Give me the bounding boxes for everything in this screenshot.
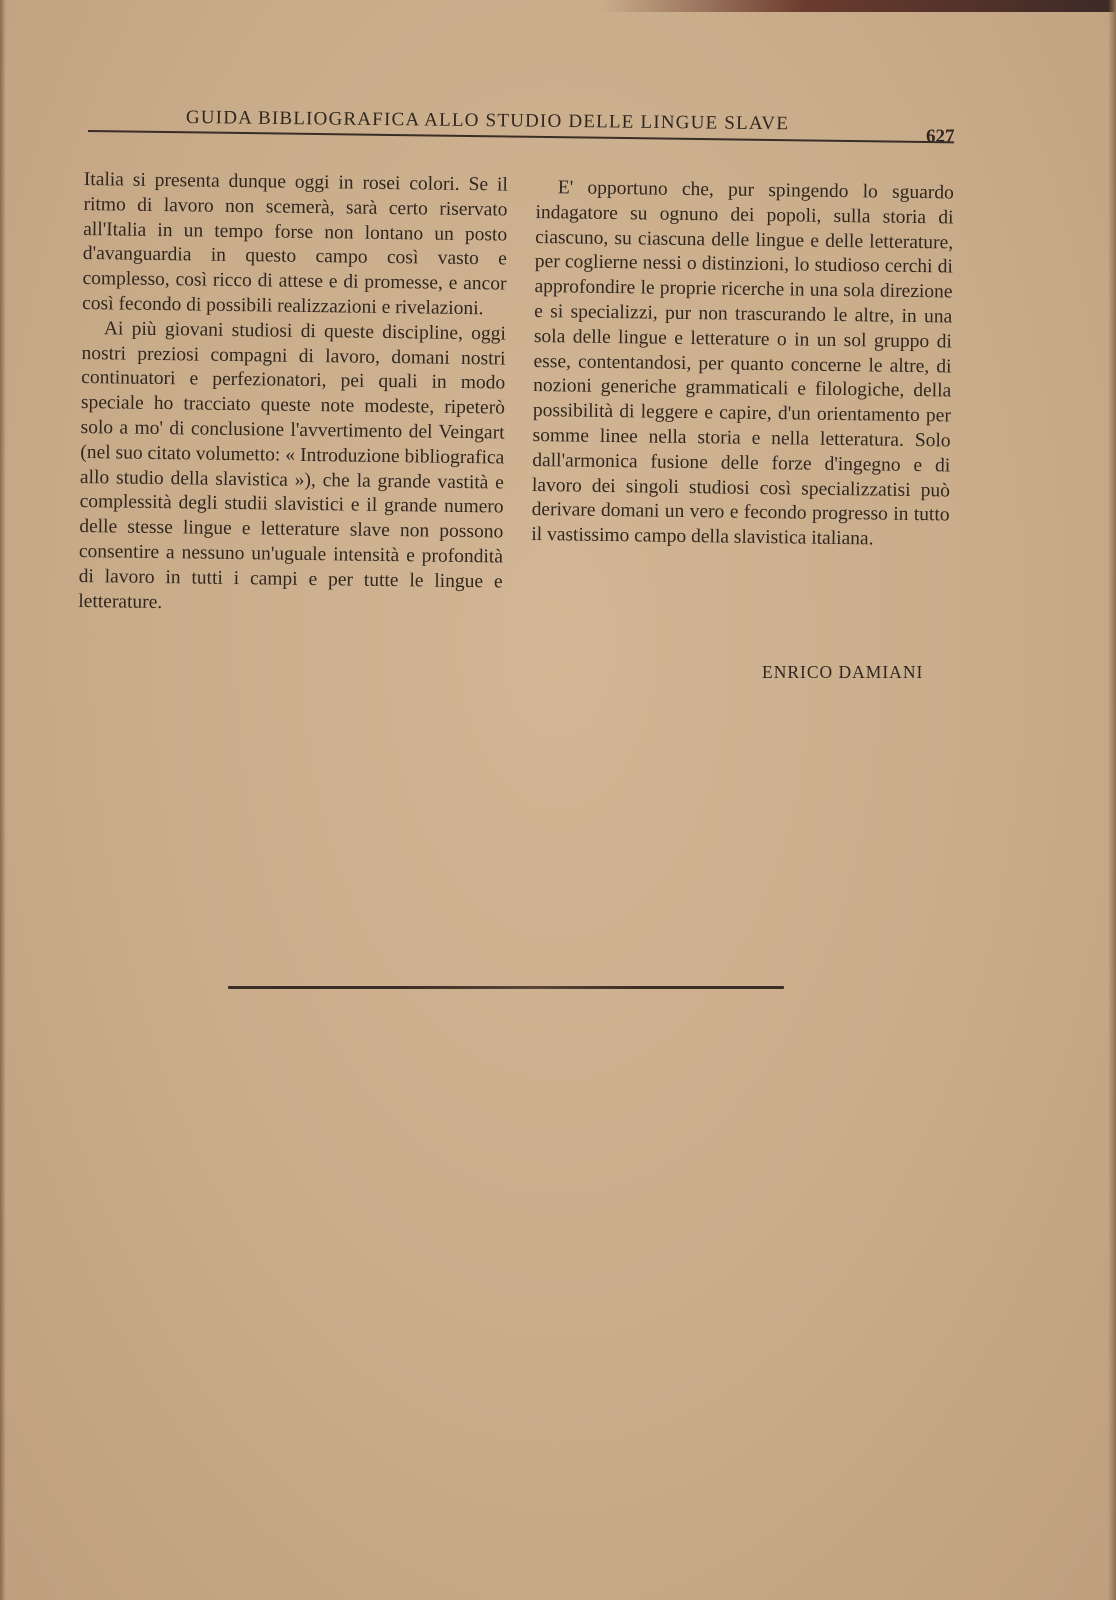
author-signature: ENRICO DAMIANI: [762, 662, 924, 682]
book-top-edge: [600, 0, 1116, 12]
left-paragraph-1: Italia si presenta dunque oggi in rosei colori. Se il ritmo di lavoro non scemerà, sarà certo riservato all'Italia in un tempo forse non lontano un posto d'avanguardia in questo campo così vasto e complesso, così ricco di attese e di promesse, e ancor così fecondo di possibili realizzazioni e rivelazioni.: [82, 168, 508, 320]
left-text-column: [78, 168, 508, 620]
article-end-rule: [228, 986, 784, 989]
right-paragraph-1: E' opportuno che, pur spingendo lo sguardo indagatore su ognuno dei popoli, sulla storia di ciascuno, su ciascuna delle lingue e delle letterature, per coglierne nessi o distinzioni, lo studioso cerchi di approfondire le proprie ricerche in una sola direzione e si specializzi, pur non trascurando le altre, in una sola delle lingue e letterature o in un sol gruppo di esse, contentandosi, per quanto concerne le altre, di nozioni generiche grammaticali e filologiche, della possibilità di leggere e capire, d'un orientamento per somme linee nella storia e nella letteratura. Solo dall'armonica fusione delle forze d'ingegno e di lavoro dei singoli studiosi così specializzatisi può derivare domani un vero e fecondo progresso in tutto il vastissimo campo della slavistica italiana.: [531, 177, 954, 550]
running-title: GUIDA BIBLIOGRAFICA ALLO STUDIO DELLE LINGUE SLAVE: [185, 107, 790, 135]
right-text-column: [531, 176, 954, 553]
book-left-edge: [0, 0, 6, 1600]
book-right-edge: [1108, 0, 1116, 1600]
left-paragraph-2: Ai più giovani studiosi di queste discipline, oggi nostri preziosi compagni di lavoro, domani nostri continuatori e perfezionatori, pei quali in modo speciale ho tracciato queste note modeste, ripeterò solo a mo' di conclusione l'avvertimento del Veingart (nel suo citato volumetto: « Introduzione bibliografica allo studio della slavistica »), che la grande vastità e complessità degli studii slavistici e il grande numero delle stesse lingue e letterature slave non possono consentire a nessuno un'uguale intensità e profondità di lavoro in tutti i campi e per tutte le lingue e letterature.: [78, 318, 507, 613]
page-number: 627: [926, 126, 955, 147]
